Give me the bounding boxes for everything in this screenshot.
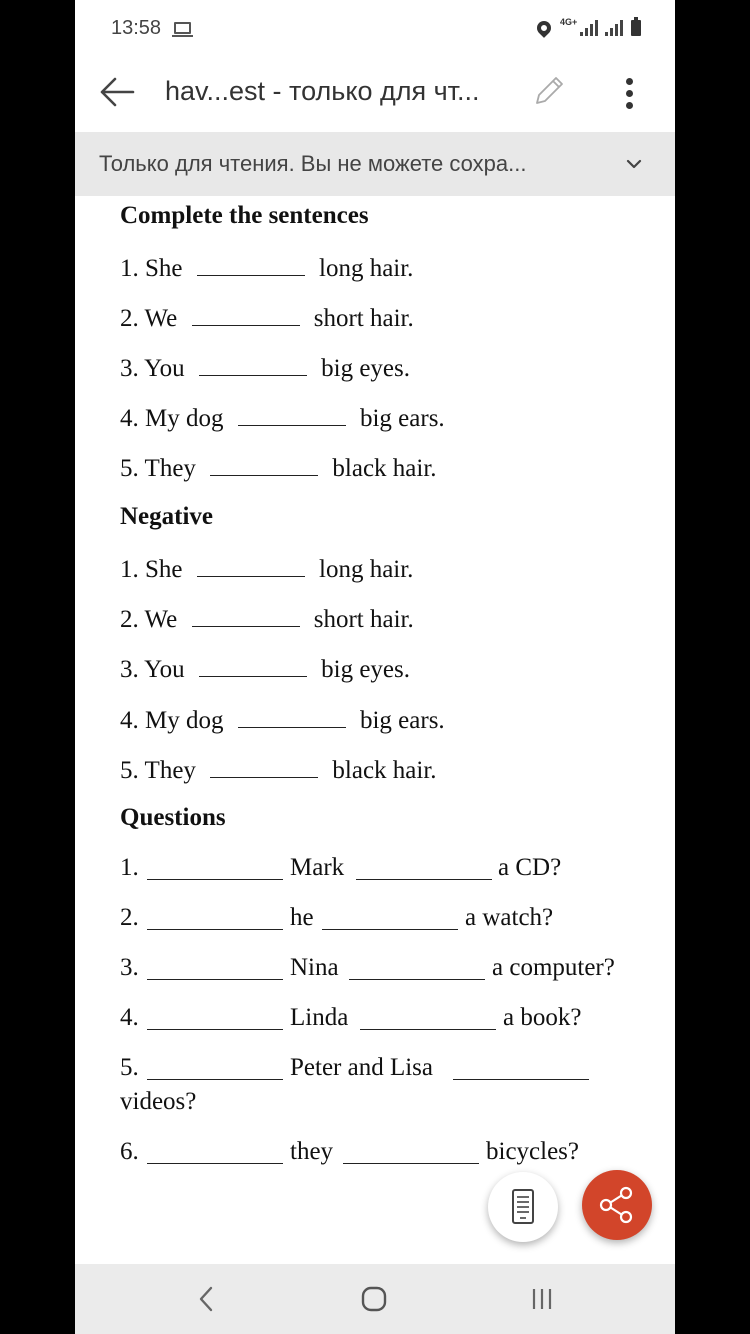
answer-blank <box>210 754 318 778</box>
banner-text: Только для чтения. Вы не можете сохра... <box>99 151 527 176</box>
chevron-down-icon[interactable] <box>623 154 645 174</box>
answer-blank <box>147 1056 283 1080</box>
item-prefix: 1. <box>120 854 139 881</box>
answer-blank <box>199 352 307 376</box>
item-text: a computer? <box>492 954 615 981</box>
mobile-view-button[interactable] <box>488 1172 558 1242</box>
answer-blank <box>147 1140 283 1164</box>
item-prefix: 2. We <box>120 305 178 332</box>
item-text: a watch? <box>465 904 554 931</box>
item-text: bicycles? <box>486 1138 580 1165</box>
item-prefix: 5. <box>120 1054 139 1081</box>
item-prefix: 5. They <box>120 455 196 482</box>
answer-blank <box>192 302 300 326</box>
answer-blank <box>360 1006 496 1030</box>
item-prefix: 3. You <box>120 355 185 382</box>
list-item <box>120 653 410 684</box>
answer-blank <box>343 1140 479 1164</box>
status-time: 13:58 <box>111 17 162 39</box>
answer-blank <box>322 906 458 930</box>
list-item <box>120 553 413 584</box>
location-icon <box>534 18 554 38</box>
back-arrow-icon[interactable] <box>97 74 137 110</box>
status-bar <box>75 0 675 60</box>
list-item <box>120 252 413 283</box>
item-subject: he <box>290 904 314 931</box>
item-prefix: 4. <box>120 1004 139 1031</box>
item-text: big eyes. <box>321 355 410 382</box>
item-prefix: 4. My dog <box>120 405 224 432</box>
section-heading: Complete the sentences <box>120 202 369 229</box>
answer-blank <box>147 1006 283 1030</box>
list-item <box>120 754 437 785</box>
list-item <box>120 1054 640 1124</box>
more-options-icon[interactable] <box>615 74 645 114</box>
item-subject: they <box>290 1138 334 1165</box>
answer-blank <box>197 553 305 577</box>
item-prefix: 3. You <box>120 656 185 683</box>
item-text: big ears. <box>359 405 445 432</box>
list-item <box>120 302 414 333</box>
nav-back-icon[interactable] <box>193 1284 219 1314</box>
answer-blank <box>192 603 300 627</box>
system-nav-bar <box>75 1264 675 1334</box>
item-prefix: 2. <box>120 904 139 931</box>
item-prefix: 1. She <box>120 556 183 583</box>
item-subject: Linda <box>290 1004 349 1031</box>
nav-home-icon[interactable] <box>359 1284 389 1314</box>
answer-blank <box>238 704 346 728</box>
list-item <box>120 954 640 986</box>
screen-mirror-icon <box>174 22 191 34</box>
list-item <box>120 603 414 634</box>
answer-blank <box>210 452 318 476</box>
list-item <box>120 452 437 483</box>
item-text: long hair. <box>319 255 414 282</box>
item-subject: Mark <box>290 854 345 881</box>
item-subject: Peter and Lisa <box>290 1054 434 1081</box>
list-item <box>120 352 410 383</box>
list-item <box>120 1004 640 1036</box>
edit-pencil-icon[interactable] <box>529 73 567 111</box>
answer-blank <box>356 856 492 880</box>
phone-screen <box>75 0 675 1334</box>
answer-blank <box>199 653 307 677</box>
answer-blank <box>197 252 305 276</box>
signal-icon <box>605 20 625 36</box>
document-title: hav...est - только для чт... <box>165 76 480 106</box>
item-text: big eyes. <box>321 656 410 683</box>
item-prefix: 4. My dog <box>120 707 224 734</box>
item-subject: Nina <box>290 954 339 981</box>
item-prefix: 6. <box>120 1138 139 1165</box>
answer-blank <box>349 956 485 980</box>
answer-blank <box>147 906 283 930</box>
item-prefix: 1. She <box>120 255 183 282</box>
list-item <box>120 854 640 886</box>
list-item <box>120 704 445 735</box>
battery-icon <box>631 20 641 36</box>
item-text: big ears. <box>359 707 445 734</box>
item-prefix: 5. They <box>120 757 196 784</box>
answer-blank <box>238 402 346 426</box>
app-bar <box>75 60 675 132</box>
share-icon <box>582 1170 652 1240</box>
answer-blank <box>147 956 283 980</box>
section-heading: Questions <box>120 804 226 831</box>
answer-blank <box>453 1056 589 1080</box>
read-only-banner[interactable] <box>75 132 675 196</box>
item-text: black hair. <box>332 455 437 482</box>
list-item <box>120 904 640 936</box>
section-heading: Negative <box>120 503 214 530</box>
network-type-label: 4G+ <box>560 17 578 27</box>
signal-icon <box>580 20 600 36</box>
item-prefix: 3. <box>120 954 139 981</box>
item-text: long hair. <box>319 556 414 583</box>
mobile-view-icon <box>488 1172 558 1242</box>
item-prefix: 2. We <box>120 606 178 633</box>
item-text: black hair. <box>332 757 437 784</box>
list-item <box>120 402 445 433</box>
share-button[interactable] <box>582 1170 652 1240</box>
item-text: videos? <box>120 1088 197 1115</box>
answer-blank <box>147 856 283 880</box>
item-text: short hair. <box>313 606 414 633</box>
item-text: short hair. <box>313 305 414 332</box>
list-item <box>120 1138 640 1170</box>
nav-recents-icon[interactable] <box>527 1285 557 1313</box>
document-content <box>75 196 675 1264</box>
item-text: a CD? <box>498 854 562 881</box>
item-text: a book? <box>503 1004 582 1031</box>
